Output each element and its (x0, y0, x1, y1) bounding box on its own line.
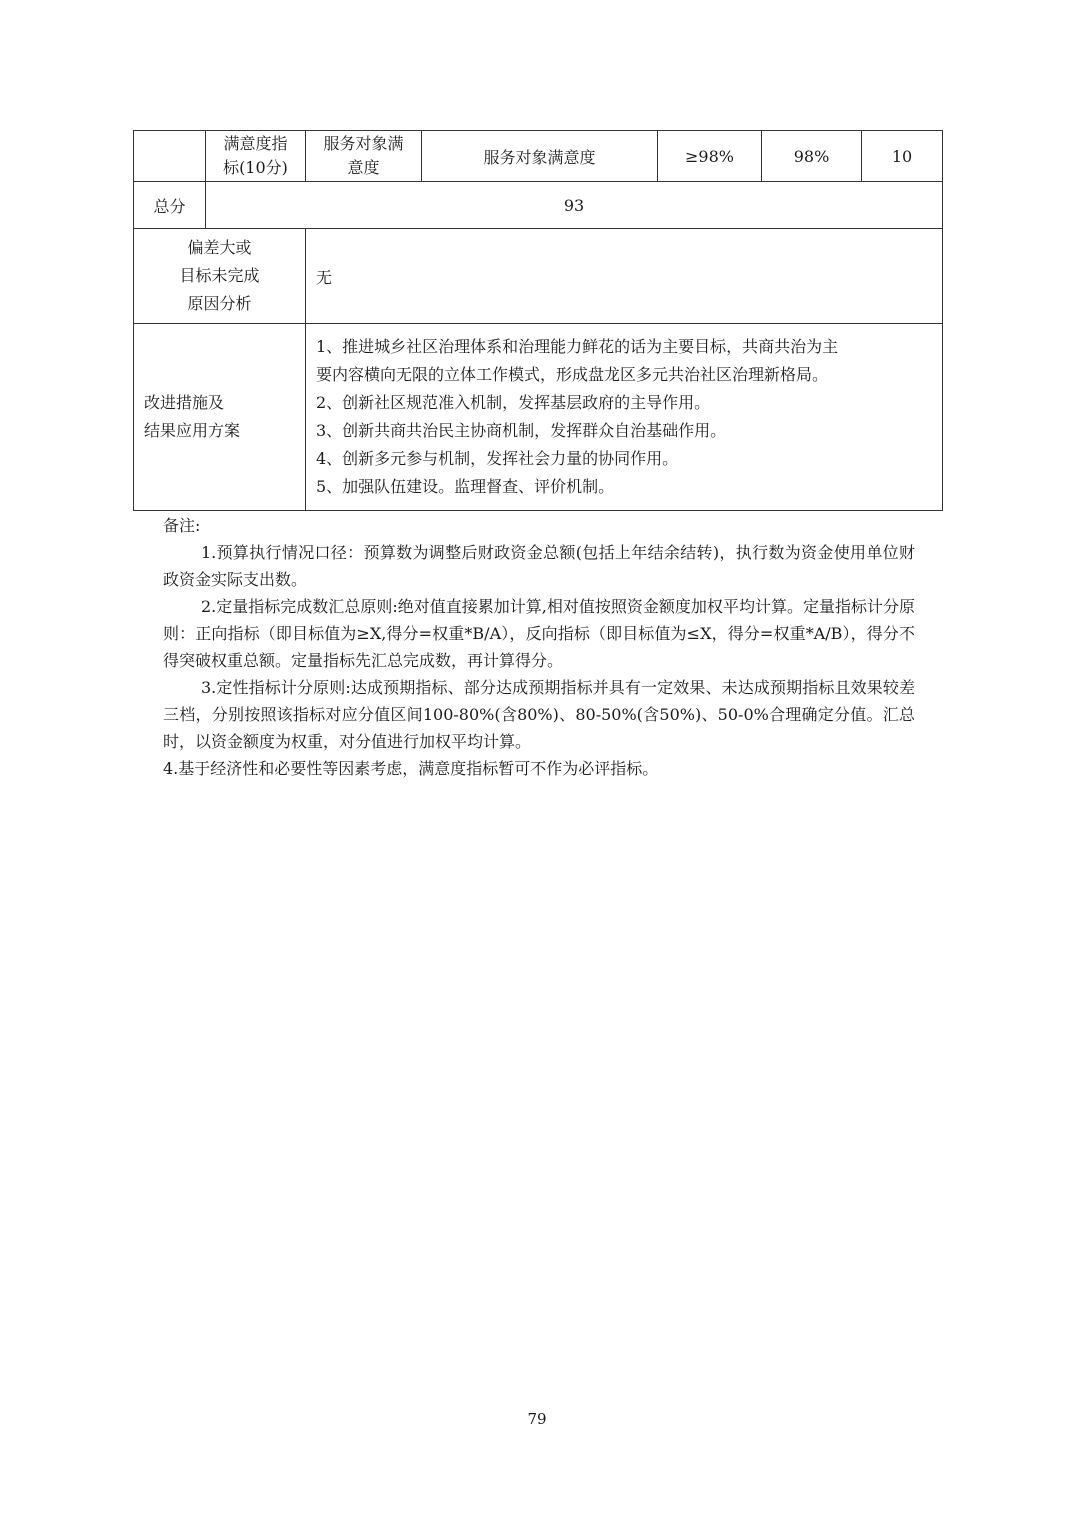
improvement-line: 2、创新社区规范准入机制，发挥基层政府的主导作用。 (316, 393, 711, 412)
sub-indicator-line: 意度 (347, 158, 380, 177)
actual-cell: 98% (762, 131, 862, 182)
indicator-line: 满意度指 (223, 134, 288, 153)
deviation-label (134, 229, 306, 324)
note-item-1: 1.预算执行情况口径：预算数为调整后财政资金总额(包括上年结余结转)，执行数为资金使用单位财政资金实际支出数。 (163, 543, 915, 589)
performance-table (133, 130, 943, 511)
total-value: 93 (206, 182, 943, 229)
satisfaction-indicator-cell (206, 131, 306, 182)
target-cell: ≥98% (658, 131, 762, 182)
improvement-line: 5、加强队伍建设。监理督查、评价机制。 (316, 477, 615, 496)
indicator-line: 标(10分) (223, 158, 288, 177)
note-item-2: 2.定量指标完成数汇总原则:绝对值直接累加计算,相对值按照资金额度加权平均计算。定量指标计分原则：正向指标（即目标值为≥X,得分=权重*B/A），反向指标（即目标值为≤X，得分=权重*A/B），得分不得突破权重总额。定量指标先汇总完成数，再计算得分。 (163, 597, 915, 670)
improvement-row (134, 324, 943, 511)
improvement-line: 要内容横向无限的立体工作模式，形成盘龙区多元共治社区治理新格局。 (316, 365, 829, 384)
metric-cell: 服务对象满意度 (422, 131, 658, 182)
score-cell: 10 (862, 131, 943, 182)
sub-indicator-line: 服务对象满 (323, 134, 404, 153)
improvement-label-line: 改进措施及 (144, 393, 225, 412)
deviation-row (134, 229, 943, 324)
deviation-label-line: 偏差大或 (187, 238, 252, 257)
empty-category-cell (134, 131, 206, 182)
improvement-content (306, 324, 943, 511)
improvement-label (134, 324, 306, 511)
improvement-line: 1、推进城乡社区治理体系和治理能力鲜花的话为主要目标，共商共治为主 (316, 337, 839, 356)
notes-section (163, 512, 915, 782)
deviation-label-line: 目标未完成 (179, 266, 260, 285)
total-row (134, 182, 943, 229)
page-number: 79 (527, 1410, 547, 1428)
improvement-line: 3、创新共商共治民主协商机制，发挥群众自治基础作用。 (316, 421, 727, 440)
sub-indicator-cell (306, 131, 422, 182)
total-label: 总分 (134, 182, 206, 229)
deviation-label-line: 原因分析 (187, 294, 252, 313)
satisfaction-row (134, 131, 943, 182)
notes-heading: 备注: (163, 516, 201, 535)
improvement-line: 4、创新多元参与机制，发挥社会力量的协同作用。 (316, 449, 679, 468)
note-item-4: 4.基于经济性和必要性等因素考虑，满意度指标暂可不作为必评指标。 (163, 759, 659, 778)
improvement-label-line: 结果应用方案 (144, 421, 241, 440)
deviation-value: 无 (306, 229, 943, 324)
note-item-3: 3.定性指标计分原则:达成预期指标、部分达成预期指标并具有一定效果、未达成预期指标且效果较差三档，分别按照该指标对应分值区间100-80%(含80%)、80-50%(含50%)、50-0%合理确定分值。汇总时，以资金额度为权重，对分值进行加权平均计算。 (163, 678, 915, 751)
